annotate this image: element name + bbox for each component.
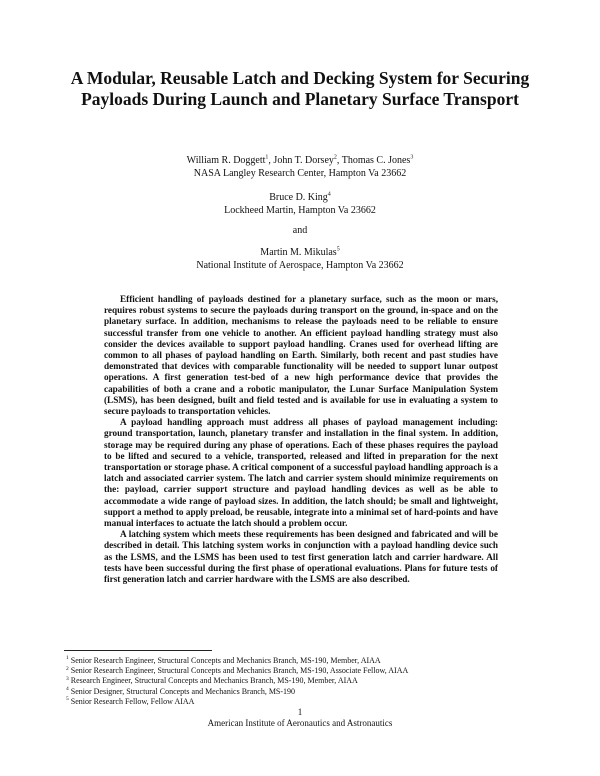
footnote-text: Senior Research Fellow, Fellow AIAA [70,696,195,706]
footnote-mark: 1 [66,655,69,662]
footnotes [66,656,506,707]
footnote [66,676,506,686]
abstract-paragraph: A latching system which meets these requirements has been designed and fabricated and will be described in detail. This latching system works in conjunction with a payload handling device such as the LSMS, and the LSMS has been used to test first generation latch and carrier hardware. All tests have been successful during the first phase of operational evaluations. Plans for future tests of first generation latch and carrier hardware with the LSMS are also described. [104,529,498,585]
author-name: Thomas C. Jones [341,155,411,166]
author-footnote-mark: 3 [410,154,414,161]
footnote-text: Senior Designer, Structural Concepts and Mechanics Branch, MS-190 [70,686,296,696]
author-line [120,191,480,204]
author-line [120,246,480,259]
author-affiliation: National Institute of Aerospace, Hampton Va 23662 [196,260,404,271]
footnote-text: Senior Research Engineer, Structural Concepts and Mechanics Branch, MS-190, Member, AIAA [70,656,381,665]
author-separator: , [336,155,342,166]
page-number: 1 [297,707,303,717]
footnote [66,666,506,676]
author-affiliation: Lockheed Martin, Hampton Va 23662 [224,205,376,216]
publisher-footer: American Institute of Aeronautics and Astronautics [207,718,393,728]
author-block-langley [120,154,480,180]
footnote [66,697,506,707]
footnote-text: Research Engineer, Structural Concepts and Mechanics Branch, MS-190, Member, AIAA [70,676,358,686]
author-footnote-mark: 1 [265,154,269,161]
author-block-lockheed [120,191,480,217]
author-line [120,154,480,167]
author-name: Bruce D. King [269,192,328,203]
footnote-mark: 5 [66,696,69,703]
abstract-paragraph: Efficient handling of payloads destined for a planetary surface, such as the moon or mars, requires robust systems to secure the payloads during transport on the ground, in-space and on the planetary surface. In addition, mechanisms to release the payloads need to be reliable to ensure successful transfer from one vehicle to another. An efficient payload handling strategy must also consider the devices available to support payload handling. Cranes used for overhead lifting are common to all phases of payload handling on Earth. Similarly, both recent and past studies have demonstrated that devices with comparable functionality will be needed to support lunar outpost operations. A first generation test-bed of a new high performance device that provides the capabilities of both a crane and a robotic manipulator, the Lunar Surface Manipulation System (LSMS), has been designed, built and field tested and is available for use in evaluating a system to secure payloads to transportation vehicles. [104,294,498,417]
author-affiliation: NASA Langley Research Center, Hampton Va 23662 [193,168,407,179]
author-footnote-mark: 4 [327,191,331,198]
author-name: Martin M. Mikulas [260,247,337,258]
author-footnote-mark: 5 [336,246,340,253]
abstract [104,294,498,585]
footnote-mark: 4 [66,685,69,692]
author-name: William R. Doggett [186,155,266,166]
author-connector: and [292,225,308,236]
author-block-nia [120,246,480,272]
abstract-paragraph: A payload handling approach must address all phases of payload management including: ground transportation, launch, planetary transfer and installation in the final system. In addition, storage may be required during any phase of operations. Each of these phases requires the payload to be lifted and secured to a vehicle, transported, released and lifted in preparation for the next transportation or storage phase. A critical component of a successful payload handling approach is a latch and associated carrier system. The latch and carrier system should minimize requirements on the: payload, carrier support structure and payload handling devices as well as be able to accommodate a wide range of payload sizes. In addition, the latch should; be small and lightweight, support a method to apply preload, be reusable, integrate into a minimal set of hard-points and have manual interfaces to actuate the latch should a problem occur. [104,417,498,529]
footnote-mark: 3 [66,675,69,682]
footnote [66,656,506,666]
footnote-mark: 2 [66,665,69,672]
author-separator: , [268,155,274,166]
footnote-text: Senior Research Engineer, Structural Concepts and Mechanics Branch, MS-190, Associate Fellow, AIAA [70,666,409,676]
footnote-divider [64,650,212,651]
author-footnote-mark: 2 [333,154,337,161]
paper-title: A Modular, Reusable Latch and Decking System for Securing Payloads During Launch and Planetary Surface Transport [70,68,530,109]
footnote [66,687,506,697]
author-name: John T. Dorsey [273,155,334,166]
